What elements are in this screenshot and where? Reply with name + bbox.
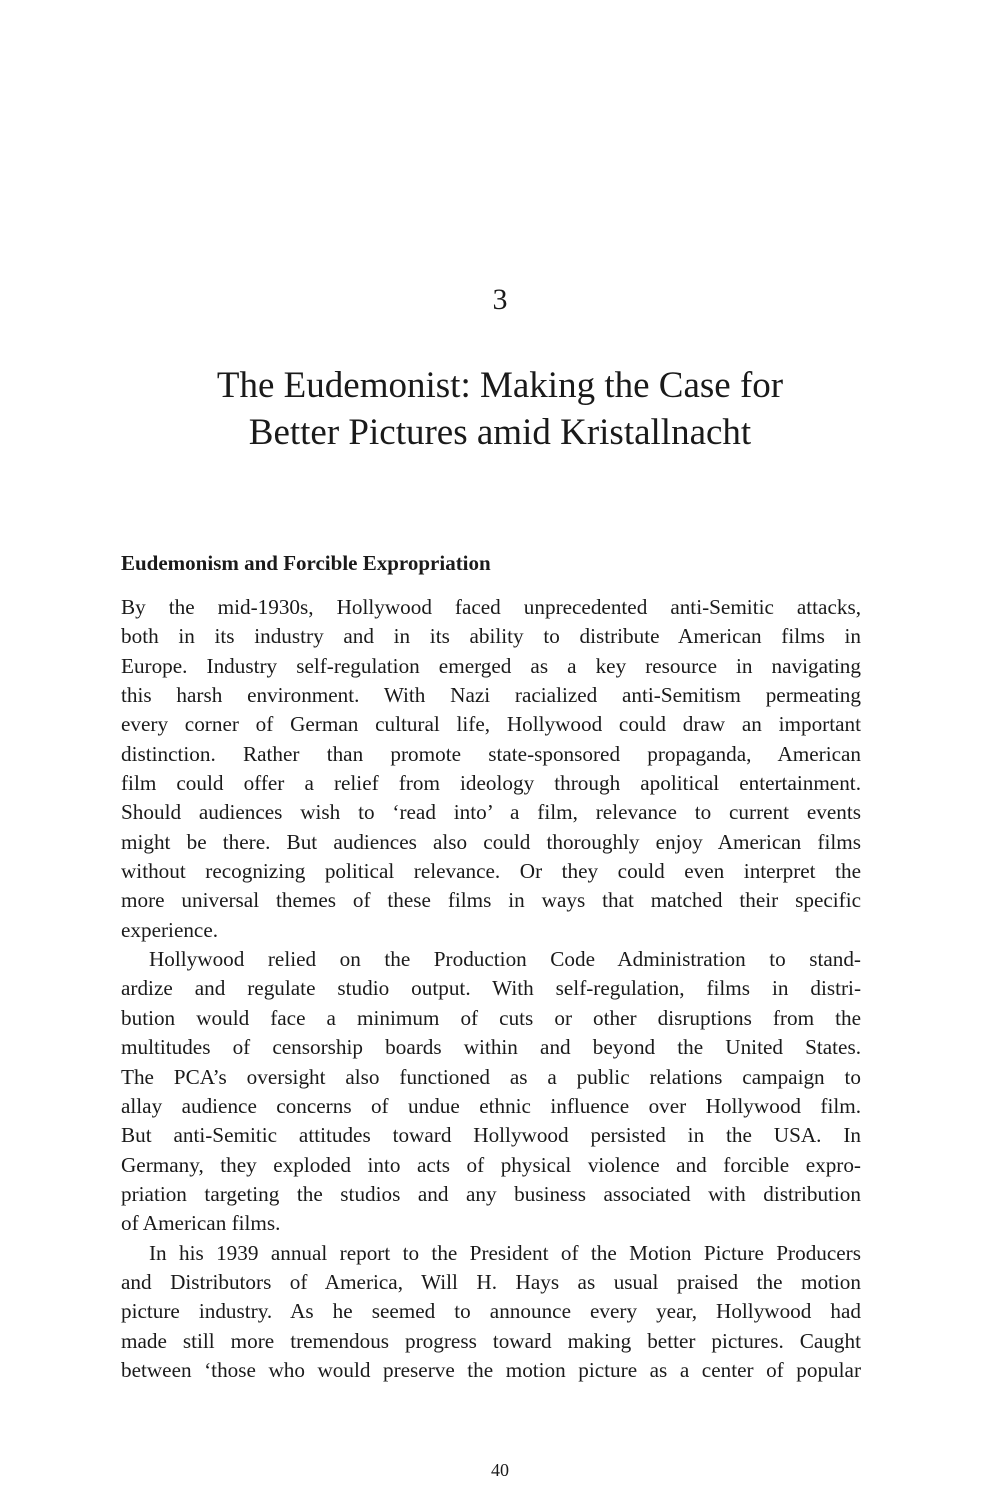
text-line: every corner of German cultural life, Hollywood could draw an important [121, 712, 861, 737]
text-line: made still more tremendous progress toward making better pictures. Caught [121, 1328, 861, 1353]
text-line: By the mid-1930s, Hollywood faced unprecedented anti-Semitic attacks, [121, 595, 861, 619]
paragraph [121, 1239, 861, 1386]
paragraph [121, 945, 861, 1238]
text-line: Europe. Industry self-regulation emerged as a key resource in navigating [121, 653, 861, 678]
text-line: picture industry. As he seemed to announce every year, Hollywood had [121, 1299, 861, 1324]
text-line: distinction. Rather than promote state-sponsored propaganda, American [121, 741, 861, 766]
chapter-title [60, 362, 940, 456]
text-line: But anti-Semitic attitudes toward Hollywood persisted in the USA. In [121, 1123, 861, 1148]
body-text [121, 593, 861, 1385]
text-line: ardize and regulate studio output. With self-regulation, films in distri- [121, 976, 861, 1001]
text-line: both in its industry and in its ability to distribute American films in [121, 624, 861, 649]
text-line: priation targeting the studios and any business associated with distribution [121, 1181, 861, 1206]
text-line: The PCA’s oversight also functioned as a public relations campaign to [121, 1064, 861, 1089]
text-line: In his 1939 annual report to the President of the Motion Picture Producers [149, 1240, 861, 1265]
text-line: Hollywood relied on the Production Code Administration to stand- [149, 947, 861, 972]
text-line: experience. [121, 917, 219, 942]
chapter-number: 3 [492, 283, 508, 316]
text-line: Should audiences wish to ‘read into’ a film, relevance to current events [121, 800, 861, 825]
text-line: allay audience concerns of undue ethnic influence over Hollywood film. [121, 1093, 861, 1118]
text-line: without recognizing political relevance. Or they could even interpret the [121, 859, 861, 884]
text-line: Germany, they exploded into acts of physical violence and forcible expro- [121, 1152, 861, 1177]
text-line: bution would face a minimum of cuts or other disruptions from the [121, 1005, 861, 1030]
text-line: and Distributors of America, Will H. Hays as usual praised the motion [121, 1269, 861, 1294]
page-number: 40 [491, 1460, 509, 1480]
text-line: film could offer a relief from ideology through apolitical entertainment. [121, 771, 861, 796]
chapter-title-line: The Eudemonist: Making the Case for [216, 365, 784, 406]
text-line: multitudes of censorship boards within and beyond the United States. [121, 1035, 861, 1060]
text-line: might be there. But audiences also could thoroughly enjoy American films [121, 829, 861, 854]
text-line: of American films. [121, 1211, 281, 1236]
paragraph [121, 593, 861, 945]
text-line: more universal themes of these films in ways that matched their specific [121, 888, 861, 913]
text-line: between ‘those who would preserve the motion picture as a center of popular [121, 1357, 861, 1382]
section-heading: Eudemonism and Forcible Expropriation [121, 551, 491, 575]
text-line: this harsh environment. With Nazi racialized anti-Semitism permeating [121, 683, 861, 708]
chapter-title-line: Better Pictures amid Kristallnacht [248, 412, 752, 453]
